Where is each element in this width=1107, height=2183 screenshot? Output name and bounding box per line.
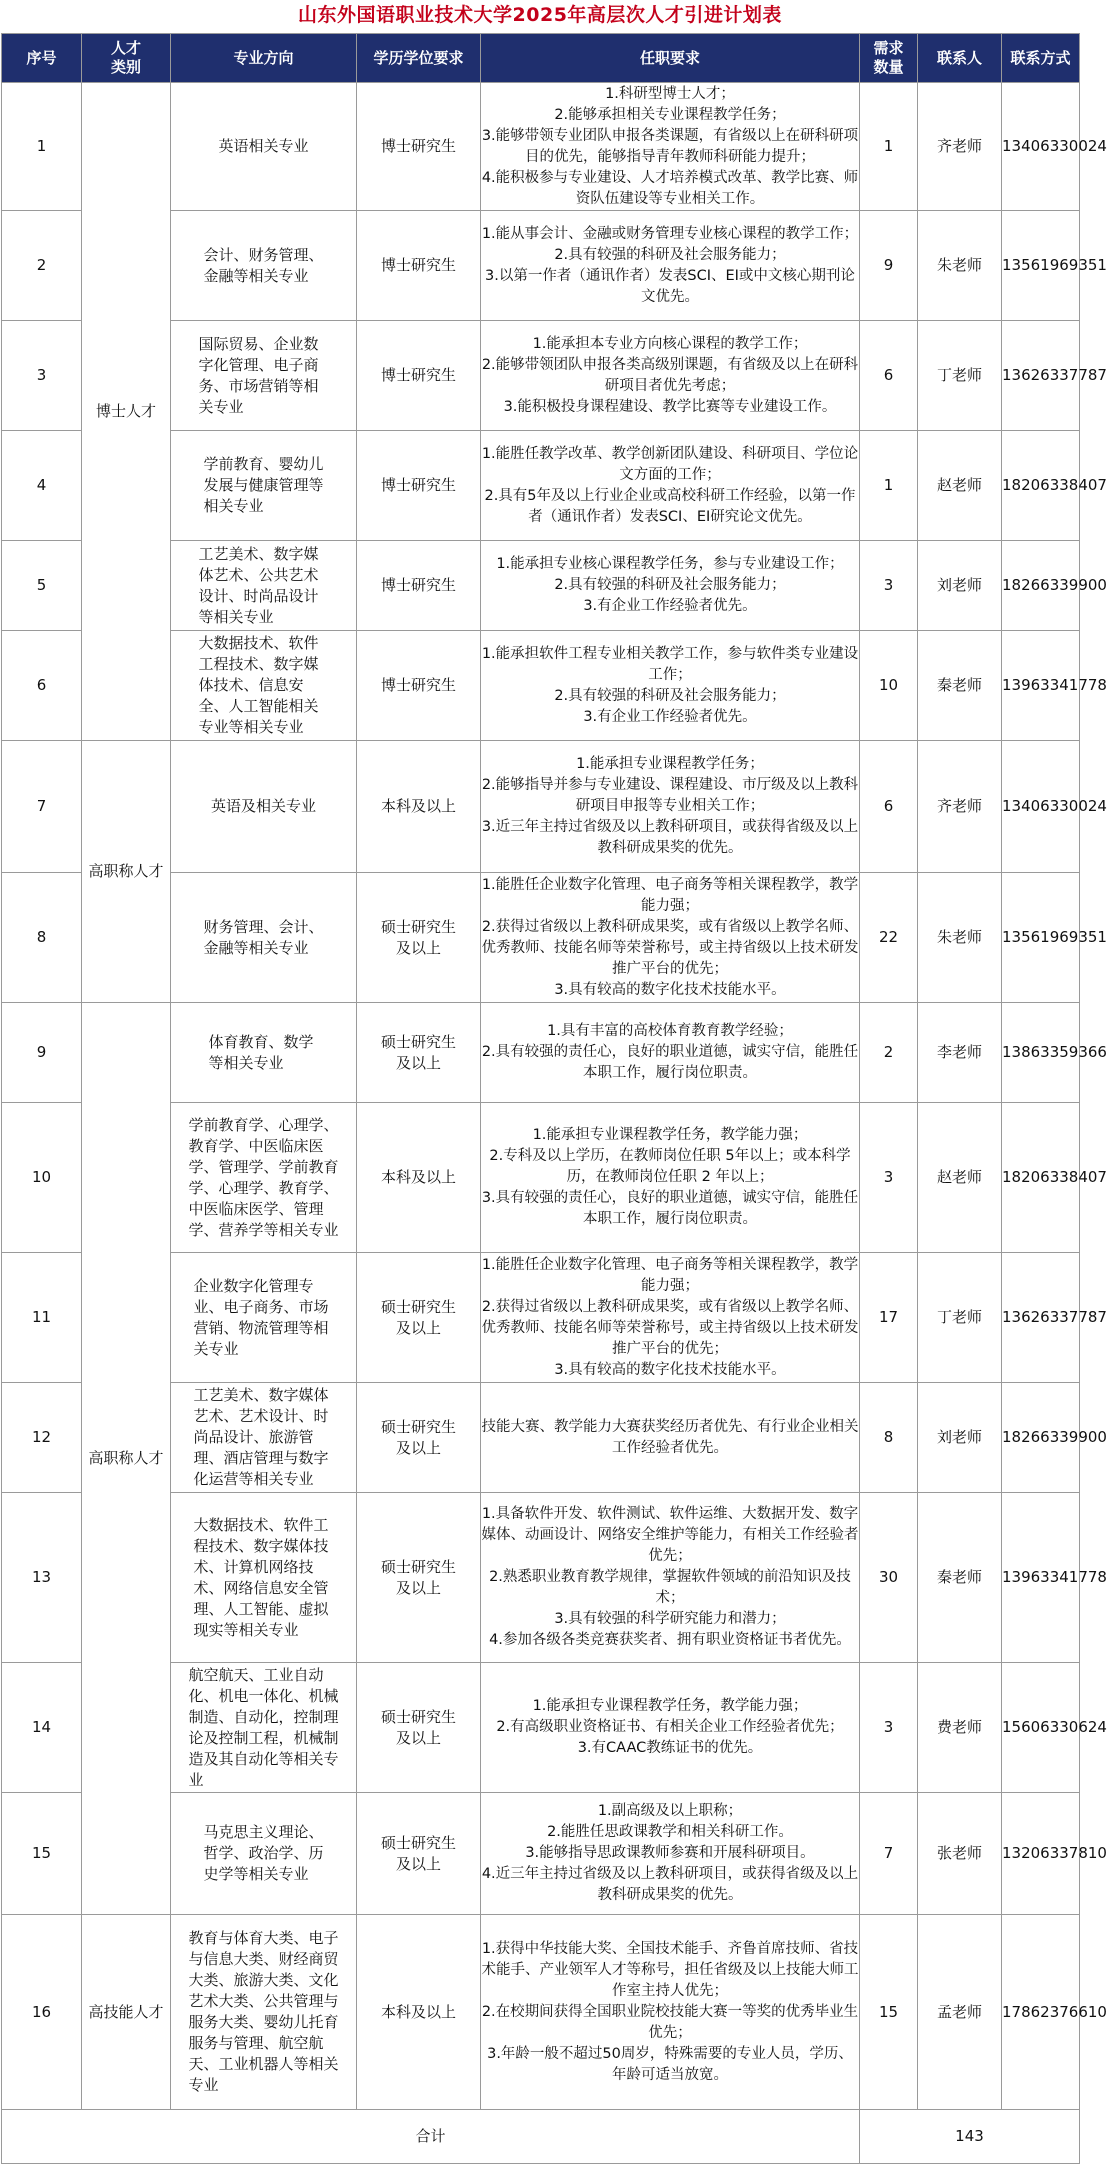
major-direction bbox=[171, 741, 357, 873]
requirement-line: 3.能积极投身课程建设、教学比赛等专业建设工作。 bbox=[503, 398, 837, 415]
job-requirements bbox=[481, 211, 860, 321]
major-direction-text: 国际贸易、企业数字化管理、电子商务、市场营销等相关专业 bbox=[198, 334, 319, 416]
major-direction-text: 工艺美术、数字媒体艺术、公共艺术设计、时尚品设计等相关专业 bbox=[198, 544, 319, 626]
demand-count: 9 bbox=[860, 211, 918, 321]
row-number: 3 bbox=[2, 321, 82, 431]
major-direction-text: 工艺美术、数字媒体艺术、艺术设计、时尚品设计、旅游管理、酒店管理与数字化运营等相关专业 bbox=[193, 1386, 329, 1488]
row-number: 1 bbox=[2, 83, 82, 211]
major-direction bbox=[171, 1253, 357, 1383]
job-requirements bbox=[481, 1253, 860, 1383]
contact-person: 齐老师 bbox=[918, 741, 1002, 873]
job-requirements bbox=[481, 321, 860, 431]
demand-count: 6 bbox=[860, 321, 918, 431]
header-degree: 学历学位要求 bbox=[357, 34, 481, 83]
major-direction bbox=[171, 1915, 357, 2110]
degree-requirement: 硕士研究生及以上 bbox=[357, 1493, 481, 1663]
degree-requirement: 博士研究生 bbox=[357, 321, 481, 431]
header-no: 序号 bbox=[2, 34, 82, 83]
requirement-line: 1.具备软件开发、软件测试、软件运维、大数据开发、数字媒体、动画设计、网络安全维护等能力，有相关工作经验者优先； bbox=[481, 1506, 859, 1564]
requirement-line: 2.专科及以上学历，在教师岗位任职 5年以上；或本科学历，在教师岗位任职 2 年以上； bbox=[489, 1148, 851, 1185]
contact-person: 孟老师 bbox=[918, 1915, 1002, 2110]
talent-plan-table bbox=[1, 33, 1107, 2164]
major-direction bbox=[171, 83, 357, 211]
requirement-line: 2.具有5年及以上行业企业或高校科研工作经验，以第一作者（通讯作者）发表SCI、EI研究论文优先。 bbox=[484, 487, 856, 525]
requirement-line: 4.能积极参与专业建设、人才培养模式改革、教学比赛、师资队伍建设等专业相关工作。 bbox=[481, 169, 859, 207]
row-number: 2 bbox=[2, 211, 82, 321]
major-direction bbox=[171, 631, 357, 741]
header-requirements: 任职要求 bbox=[481, 34, 860, 83]
job-requirements bbox=[481, 83, 860, 211]
requirement-line: 2.具有较强的科研及社会服务能力； bbox=[554, 246, 786, 263]
talent-category: 博士人才 bbox=[82, 83, 171, 741]
degree-requirement: 博士研究生 bbox=[357, 541, 481, 631]
major-direction bbox=[171, 1103, 357, 1253]
contact-person: 刘老师 bbox=[918, 1383, 1002, 1493]
job-requirements bbox=[481, 1793, 860, 1915]
requirement-line: 2.具有较强的责任心，良好的职业道德，诚实守信，能胜任本职工作，履行岗位职责。 bbox=[481, 1044, 859, 1081]
table-row bbox=[2, 741, 1080, 873]
demand-count: 3 bbox=[860, 1663, 918, 1793]
table-row bbox=[2, 1915, 1080, 2110]
requirement-line: 1.科研型博士人才； bbox=[605, 85, 735, 102]
degree-requirement: 博士研究生 bbox=[357, 631, 481, 741]
requirement-line: 1.能承担专业课程教学任务； bbox=[576, 756, 764, 772]
requirement-line: 1.具有丰富的高校体育教育教学经验； bbox=[547, 1023, 793, 1039]
header-count: 需求 数量 bbox=[860, 34, 918, 83]
table-row bbox=[2, 83, 1080, 211]
requirement-line: 3.年龄一般不超过50周岁，特殊需要的专业人员，学历、年龄可适当放宽。 bbox=[487, 2045, 853, 2083]
demand-count: 15 bbox=[860, 1915, 918, 2110]
major-direction-text: 企业数字化管理专业、电子商务、市场营销、物流管理等相关专业 bbox=[193, 1276, 329, 1358]
degree-requirement: 博士研究生 bbox=[357, 431, 481, 541]
major-direction bbox=[171, 211, 357, 321]
requirement-line: 3.有企业工作经验者优先。 bbox=[583, 708, 757, 725]
requirement-line: 3.具有较高的数字化技术技能水平。 bbox=[554, 981, 786, 998]
job-requirements bbox=[481, 1663, 860, 1793]
requirement-line: 1.能承担专业核心课程教学任务，参与专业建设工作； bbox=[496, 556, 844, 572]
degree-requirement: 硕士研究生及以上 bbox=[357, 1003, 481, 1103]
page-title: 山东外国语职业技术大学2025年高层次人才引进计划表 bbox=[298, 4, 782, 26]
major-direction bbox=[171, 321, 357, 431]
contact-phone: 13963341778 bbox=[1002, 1493, 1080, 1663]
major-direction-text: 航空航天、工业自动化、机电一体化、机械制造、自动化，控制理论及控制工程，机械制造及其自动化等相关专业 bbox=[188, 1665, 339, 1789]
row-number: 7 bbox=[2, 741, 82, 873]
contact-phone: 13561969351 bbox=[1002, 211, 1080, 321]
major-direction bbox=[171, 1383, 357, 1493]
major-direction bbox=[171, 1493, 357, 1663]
demand-count: 3 bbox=[860, 541, 918, 631]
row-number: 5 bbox=[2, 541, 82, 631]
requirement-line: 技能大赛、教学能力大赛获奖经历者优先、有行业企业相关工作经验者优先。 bbox=[481, 1418, 859, 1456]
contact-person: 秦老师 bbox=[918, 1493, 1002, 1663]
row-number: 15 bbox=[2, 1793, 82, 1915]
demand-count: 1 bbox=[860, 83, 918, 211]
demand-count: 1 bbox=[860, 431, 918, 541]
major-direction bbox=[171, 541, 357, 631]
requirement-line: 2.在校期间获得全国职业院校技能大赛一等奖的优秀毕业生优先； bbox=[481, 2003, 859, 2041]
row-number: 16 bbox=[2, 1915, 82, 2110]
demand-count: 7 bbox=[860, 1793, 918, 1915]
requirement-line: 2.熟悉职业教育教学规律，掌握软件领域的前沿知识及技术； bbox=[489, 1569, 851, 1606]
header-direction: 专业方向 bbox=[171, 34, 357, 83]
row-number: 6 bbox=[2, 631, 82, 741]
job-requirements bbox=[481, 631, 860, 741]
demand-count: 30 bbox=[860, 1493, 918, 1663]
requirement-line: 3.具有较强的科学研究能力和潜力； bbox=[554, 1611, 786, 1627]
requirement-line: 1.能胜任教学改革、教学创新团队建设、科研项目、学位论文方面的工作； bbox=[481, 445, 859, 483]
requirement-line: 2.获得过省级以上教科研成果奖，或有省级以上教学名师、优秀教师、技能名师等荣誉称号，或主持省级以上技术研发推广平台的优先； bbox=[481, 1298, 859, 1357]
requirement-line: 2.能胜任思政课教学和相关科研工作。 bbox=[547, 1824, 793, 1840]
job-requirements bbox=[481, 1915, 860, 2110]
requirement-line: 2.能够带领团队申报各类高级别课题，有省级及以上在研科研项目者优先考虑； bbox=[481, 356, 859, 394]
demand-count: 8 bbox=[860, 1383, 918, 1493]
requirement-line: 4.近三年主持过省级及以上教科研项目，或获得省级及以上教科研成果奖的优先。 bbox=[481, 1866, 859, 1903]
job-requirements bbox=[481, 1103, 860, 1253]
total-label: 合计 bbox=[2, 2110, 860, 2164]
contact-person: 丁老师 bbox=[918, 321, 1002, 431]
major-direction bbox=[171, 1793, 357, 1915]
total-value: 143 bbox=[860, 2110, 1080, 2164]
degree-requirement: 博士研究生 bbox=[357, 83, 481, 211]
requirement-line: 1.能从事会计、金融或财务管理专业核心课程的教学工作； bbox=[481, 225, 859, 242]
demand-count: 17 bbox=[860, 1253, 918, 1383]
contact-person: 赵老师 bbox=[918, 1103, 1002, 1253]
row-number: 11 bbox=[2, 1253, 82, 1383]
total-row bbox=[2, 2110, 1080, 2164]
requirement-line: 3.近三年主持过省级及以上教科研项目，或获得省级及以上教科研成果奖的优先。 bbox=[481, 819, 859, 856]
demand-count: 22 bbox=[860, 873, 918, 1003]
row-number: 8 bbox=[2, 873, 82, 1003]
row-number: 10 bbox=[2, 1103, 82, 1253]
header-phone: 联系方式 bbox=[1002, 34, 1080, 83]
major-direction-text: 体育教育、数学等相关专业 bbox=[208, 1032, 314, 1072]
degree-requirement: 硕士研究生及以上 bbox=[357, 873, 481, 1003]
degree-requirement: 本科及以上 bbox=[357, 741, 481, 873]
contact-person: 朱老师 bbox=[918, 873, 1002, 1003]
contact-person: 秦老师 bbox=[918, 631, 1002, 741]
requirement-line: 2.具有较强的科研及社会服务能力； bbox=[554, 687, 786, 704]
row-number: 4 bbox=[2, 431, 82, 541]
major-direction-text: 大数据技术、软件工程技术、数字媒体技术、信息安全、人工智能相关专业等相关专业 bbox=[198, 634, 319, 736]
demand-count: 3 bbox=[860, 1103, 918, 1253]
contact-person: 齐老师 bbox=[918, 83, 1002, 211]
requirement-line: 1.能承担本专业方向核心课程的教学工作； bbox=[532, 335, 808, 352]
requirement-line: 3.有CAAC教练证书的优先。 bbox=[577, 1740, 763, 1756]
major-direction-text: 大数据技术、软件工程技术、数字媒体技术、计算机网络技术、网络信息安全管理、人工智能、虚拟现实等相关专业 bbox=[193, 1515, 329, 1639]
major-direction bbox=[171, 1003, 357, 1103]
major-direction bbox=[171, 1663, 357, 1793]
contact-person: 刘老师 bbox=[918, 541, 1002, 631]
degree-requirement: 硕士研究生及以上 bbox=[357, 1663, 481, 1793]
major-direction-text: 会计、财务管理、金融等相关专业 bbox=[203, 245, 324, 285]
contact-phone: 13206337810 bbox=[1002, 1793, 1080, 1915]
contact-person: 朱老师 bbox=[918, 211, 1002, 321]
contact-person: 丁老师 bbox=[918, 1253, 1002, 1383]
job-requirements bbox=[481, 1383, 860, 1493]
requirement-line: 2.能够指导并参与专业建设、课程建设、市厅级及以上教科研项目申报等专业相关工作； bbox=[481, 777, 859, 814]
job-requirements bbox=[481, 741, 860, 873]
contact-phone: 13963341778 bbox=[1002, 631, 1080, 741]
job-requirements bbox=[481, 1003, 860, 1103]
requirement-line: 4.参加各级各类竞赛获奖者、拥有职业资格证书者优先。 bbox=[489, 1632, 851, 1648]
major-direction-text: 财务管理、会计、金融等相关专业 bbox=[203, 917, 324, 957]
contact-phone: 13863359366 bbox=[1002, 1003, 1080, 1103]
job-requirements bbox=[481, 431, 860, 541]
requirement-line: 3.具有较强的责任心，良好的职业道德，诚实守信，能胜任本职工作，履行岗位职责。 bbox=[481, 1190, 859, 1227]
requirement-line: 1.能承担软件工程专业相关教学工作，参与软件类专业建设工作； bbox=[481, 645, 859, 683]
major-direction-text: 学前教育、婴幼儿发展与健康管理等相关专业 bbox=[203, 455, 324, 515]
contact-phone: 18206338407 bbox=[1002, 1103, 1080, 1253]
degree-requirement: 本科及以上 bbox=[357, 1103, 481, 1253]
row-number: 13 bbox=[2, 1493, 82, 1663]
talent-category: 高职称人才 bbox=[82, 1003, 171, 1915]
major-direction-text: 马克思主义理论、哲学、政治学、历史学等相关专业 bbox=[203, 1823, 324, 1883]
requirement-line: 2.获得过省级以上教科研成果奖，或有省级以上教学名师、优秀教师、技能名师等荣誉称号，或主持省级以上技术研发推广平台的优先； bbox=[481, 918, 859, 977]
header-category: 人才 类别 bbox=[82, 34, 171, 83]
major-direction-text: 学前教育学、心理学、教育学、中医临床医学、管理学、学前教育学、心理学、教育学、中医临床医学、管理学、营养学等相关专业 bbox=[188, 1115, 339, 1239]
major-direction bbox=[171, 431, 357, 541]
requirement-line: 1.能胜任企业数字化管理、电子商务等相关课程教学，教学能力强； bbox=[481, 1256, 859, 1294]
contact-phone: 13406330024 bbox=[1002, 741, 1080, 873]
job-requirements bbox=[481, 873, 860, 1003]
header-row bbox=[2, 34, 1080, 83]
requirement-line: 2.具有较强的科研及社会服务能力； bbox=[554, 577, 786, 593]
degree-requirement: 硕士研究生及以上 bbox=[357, 1383, 481, 1493]
degree-requirement: 博士研究生 bbox=[357, 211, 481, 321]
requirement-line: 1.能承担专业课程教学任务，教学能力强； bbox=[532, 1127, 808, 1143]
header-contact: 联系人 bbox=[918, 34, 1002, 83]
contact-phone: 17862376610 bbox=[1002, 1915, 1080, 2110]
contact-person: 费老师 bbox=[918, 1663, 1002, 1793]
contact-phone: 18206338407 bbox=[1002, 431, 1080, 541]
contact-phone: 18266339900 bbox=[1002, 541, 1080, 631]
contact-person: 李老师 bbox=[918, 1003, 1002, 1103]
requirement-line: 3.能够带领专业团队申报各类课题，有省级以上在研科研项目的优先，能够指导青年教师科研能力提升； bbox=[481, 127, 859, 165]
contact-phone: 13561969351 bbox=[1002, 873, 1080, 1003]
degree-requirement: 硕士研究生及以上 bbox=[357, 1253, 481, 1383]
row-number: 9 bbox=[2, 1003, 82, 1103]
talent-category: 高职称人才 bbox=[82, 741, 171, 1003]
requirement-line: 2.有高级职业资格证书、有相关企业工作经验者优先； bbox=[496, 1719, 844, 1735]
requirement-line: 1.获得中华技能大奖、全国技术能手、齐鲁首席技师、省技术能手、产业领军人才等称号，担任省级及以上技能大师工作室主持人优先； bbox=[481, 1940, 859, 1999]
contact-phone: 13626337787 bbox=[1002, 1253, 1080, 1383]
contact-person: 张老师 bbox=[918, 1793, 1002, 1915]
demand-count: 2 bbox=[860, 1003, 918, 1103]
major-direction-text: 教育与体育大类、电子与信息大类、财经商贸大类、旅游大类、文化艺术大类、公共管理与服务大类、婴幼儿托育服务与管理、航空航天、工业机器人等相关专业 bbox=[188, 1929, 339, 2094]
row-number: 12 bbox=[2, 1383, 82, 1493]
requirement-line: 3.具有较高的数字化技术技能水平。 bbox=[554, 1361, 786, 1378]
major-direction-text: 英语及相关专业 bbox=[210, 797, 316, 815]
contact-phone: 15606330624 bbox=[1002, 1663, 1080, 1793]
demand-count: 10 bbox=[860, 631, 918, 741]
job-requirements bbox=[481, 1493, 860, 1663]
major-direction-text: 英语相关专业 bbox=[218, 137, 309, 155]
demand-count: 6 bbox=[860, 741, 918, 873]
requirement-line: 3.能够指导思政课教师参赛和开展科研项目。 bbox=[525, 1845, 815, 1861]
contact-phone: 13626337787 bbox=[1002, 321, 1080, 431]
degree-requirement: 本科及以上 bbox=[357, 1915, 481, 2110]
requirement-line: 3.有企业工作经验者优先。 bbox=[583, 598, 757, 614]
contact-phone: 13406330024 bbox=[1002, 83, 1080, 211]
talent-category: 高技能人才 bbox=[82, 1915, 171, 2110]
degree-requirement: 硕士研究生及以上 bbox=[357, 1793, 481, 1915]
contact-phone: 18266339900 bbox=[1002, 1383, 1080, 1493]
requirement-line: 1.能胜任企业数字化管理、电子商务等相关课程教学，教学能力强； bbox=[481, 876, 859, 914]
requirement-line: 1.能承担专业课程教学任务，教学能力强； bbox=[532, 1698, 808, 1714]
table-row bbox=[2, 1003, 1080, 1103]
job-requirements bbox=[481, 541, 860, 631]
row-number: 14 bbox=[2, 1663, 82, 1793]
contact-person: 赵老师 bbox=[918, 431, 1002, 541]
major-direction bbox=[171, 873, 357, 1003]
requirement-line: 2.能够承担相关专业课程教学任务； bbox=[554, 106, 786, 123]
requirement-line: 1.副高级及以上职称； bbox=[597, 1803, 743, 1819]
requirement-line: 3.以第一作者（通讯作者）发表SCI、EI或中文核心期刊论文优先。 bbox=[485, 267, 855, 305]
